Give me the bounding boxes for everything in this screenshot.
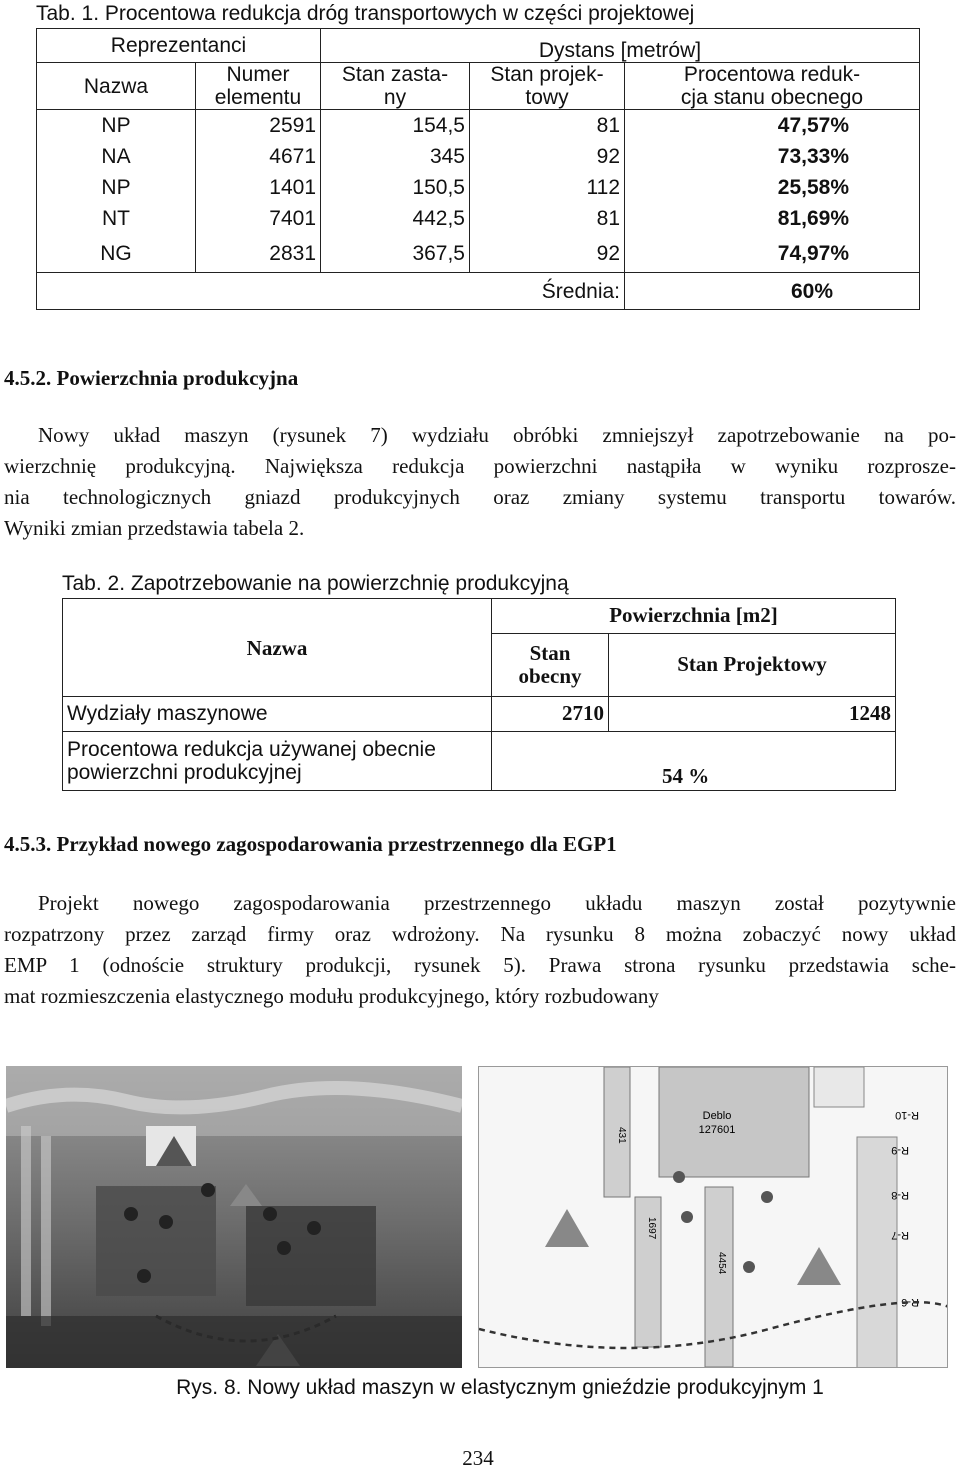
cell-numer: 7401 [196, 203, 321, 234]
cell-zastany: 150,5 [321, 172, 470, 203]
page-number: 234 [462, 1446, 494, 1470]
header-stan-obecny: Stan obecny [492, 634, 609, 697]
group-reprezentanci: Reprezentanci [37, 29, 321, 63]
header-stan-projektowy: Stan projek- towy [470, 63, 625, 110]
cell-nazwa: NP [37, 110, 196, 142]
section-paragraph [4, 888, 956, 1012]
cell-redukcja: 81,69% [625, 203, 920, 234]
section-paragraph [4, 420, 956, 544]
srednia-value: 60% [625, 273, 920, 310]
cell-projektowy: 81 [470, 203, 625, 234]
group-dystans: Dystans [metrów] [321, 29, 920, 63]
paragraph-line: mat rozmieszczenia elastycznego modułu produkcyjnego, który rozbudowany [4, 984, 659, 1008]
cell-zastany: 442,5 [321, 203, 470, 234]
paragraph-line: nia technologicznych gniazd produkcyjnych oraz zmiany systemu transportu towarów. [4, 485, 956, 509]
paragraph-line: rozpatrzony przez zarząd firmy oraz wdrożony. Na rysunku 8 można zobaczyć nowy układ [4, 922, 956, 946]
cell-projektowy: 81 [470, 110, 625, 142]
cell-redukcja: 47,57% [625, 110, 920, 142]
cell-projektowy: 112 [470, 172, 625, 203]
paragraph-line: wierzchnię produkcyjną. Największa redukcja powierzchni nastąpiła w wyniku rozprosze- [4, 454, 956, 478]
srednia-label: Średnia: [470, 273, 625, 310]
cell-projektowy: 92 [470, 234, 625, 273]
cell-nazwa: NT [37, 203, 196, 234]
plan-label-r9: R-9 [891, 1144, 909, 1156]
plan-label-4454: 4454 [716, 1252, 727, 1275]
cell-nazwa: NP [37, 172, 196, 203]
layout-plan [478, 1066, 948, 1368]
cell-nazwa: NA [37, 141, 196, 172]
header-stan-zastany: Stan zasta- ny [321, 63, 470, 110]
cell-projektowy: 92 [470, 141, 625, 172]
header-stan-projektowy: Stan Projektowy [609, 634, 896, 697]
header-nazwa: Nazwa [37, 63, 196, 110]
table1-caption: Tab. 1. Procentowa redukcja dróg transportowych w części projektowej [36, 2, 695, 25]
cell-numer: 2591 [196, 110, 321, 142]
factory-photo [6, 1066, 462, 1368]
header-procentowa: Procentowa reduk- cja stanu obecnego [625, 63, 920, 110]
section-heading: 4.5.2. Powierzchnia produkcyjna [4, 366, 299, 390]
plan-label-r8: R-8 [891, 1189, 909, 1201]
plan-label-debio-num: 127601 [698, 1124, 736, 1136]
cell-numer: 4671 [196, 141, 321, 172]
section-heading: 4.5.3. Przykład nowego zagospodarowania przestrzennego dla EGP1 [4, 832, 617, 856]
cell-zastany: 367,5 [321, 234, 470, 273]
row-label: Wydziały maszynowe [63, 697, 492, 732]
table2-caption: Tab. 2. Zapotrzebowanie na powierzchnię produkcyjną [62, 572, 569, 595]
cell-numer: 1401 [196, 172, 321, 203]
header-numer: Numer elementu [196, 63, 321, 110]
paragraph-line: Wyniki zmian przedstawia tabela 2. [4, 516, 305, 540]
paragraph-line: EMP 1 (odnoście struktury produkcji, rysunek 5). Prawa strona rysunku przedstawia sche- [4, 953, 956, 977]
cell-redukcja: 73,33% [625, 141, 920, 172]
plan-label-r7: R-7 [891, 1229, 909, 1241]
factory-photo-illustration [6, 1066, 462, 1368]
plan-label-431: 431 [616, 1127, 627, 1144]
paragraph-line: Projekt nowego zagospodarowania przestrzennego układu maszyn został pozytywnie [38, 891, 956, 915]
row-label: Procentowa redukcja używanej obecnie powierzchni produkcyjnej [63, 732, 492, 791]
plan-label-debio: Deblo [702, 1110, 732, 1122]
cell-zastany: 345 [321, 141, 470, 172]
cell-zastany: 154,5 [321, 110, 470, 142]
plan-label-r10: R-10 [895, 1109, 919, 1121]
cell-redukcja: 25,58% [625, 172, 920, 203]
plan-label-1697: 1697 [646, 1217, 657, 1240]
cell-numer: 2831 [196, 234, 321, 273]
cell-obecny: 2710 [492, 697, 609, 732]
cell-redukcja: 54 % [492, 732, 896, 791]
summary-spacer [37, 273, 470, 310]
table1 [36, 28, 920, 310]
cell-redukcja: 74,97% [625, 234, 920, 273]
figure-caption: Rys. 8. Nowy układ maszyn w elastycznym gnieździe produkcyjnym 1 [176, 1376, 824, 1399]
cell-nazwa: NG [37, 234, 196, 273]
plan-label-r6: R-6 [901, 1296, 919, 1308]
cell-projektowy: 1248 [609, 697, 896, 732]
paragraph-line: Nowy układ maszyn (rysunek 7) wydziału obróbki zmniejszył zapotrzebowanie na po- [38, 423, 956, 447]
group-powierzchnia: Powierzchnia [m2] [492, 599, 896, 634]
layout-plan-diagram [479, 1067, 948, 1368]
table2 [62, 598, 896, 791]
header-nazwa: Nazwa [63, 599, 492, 697]
